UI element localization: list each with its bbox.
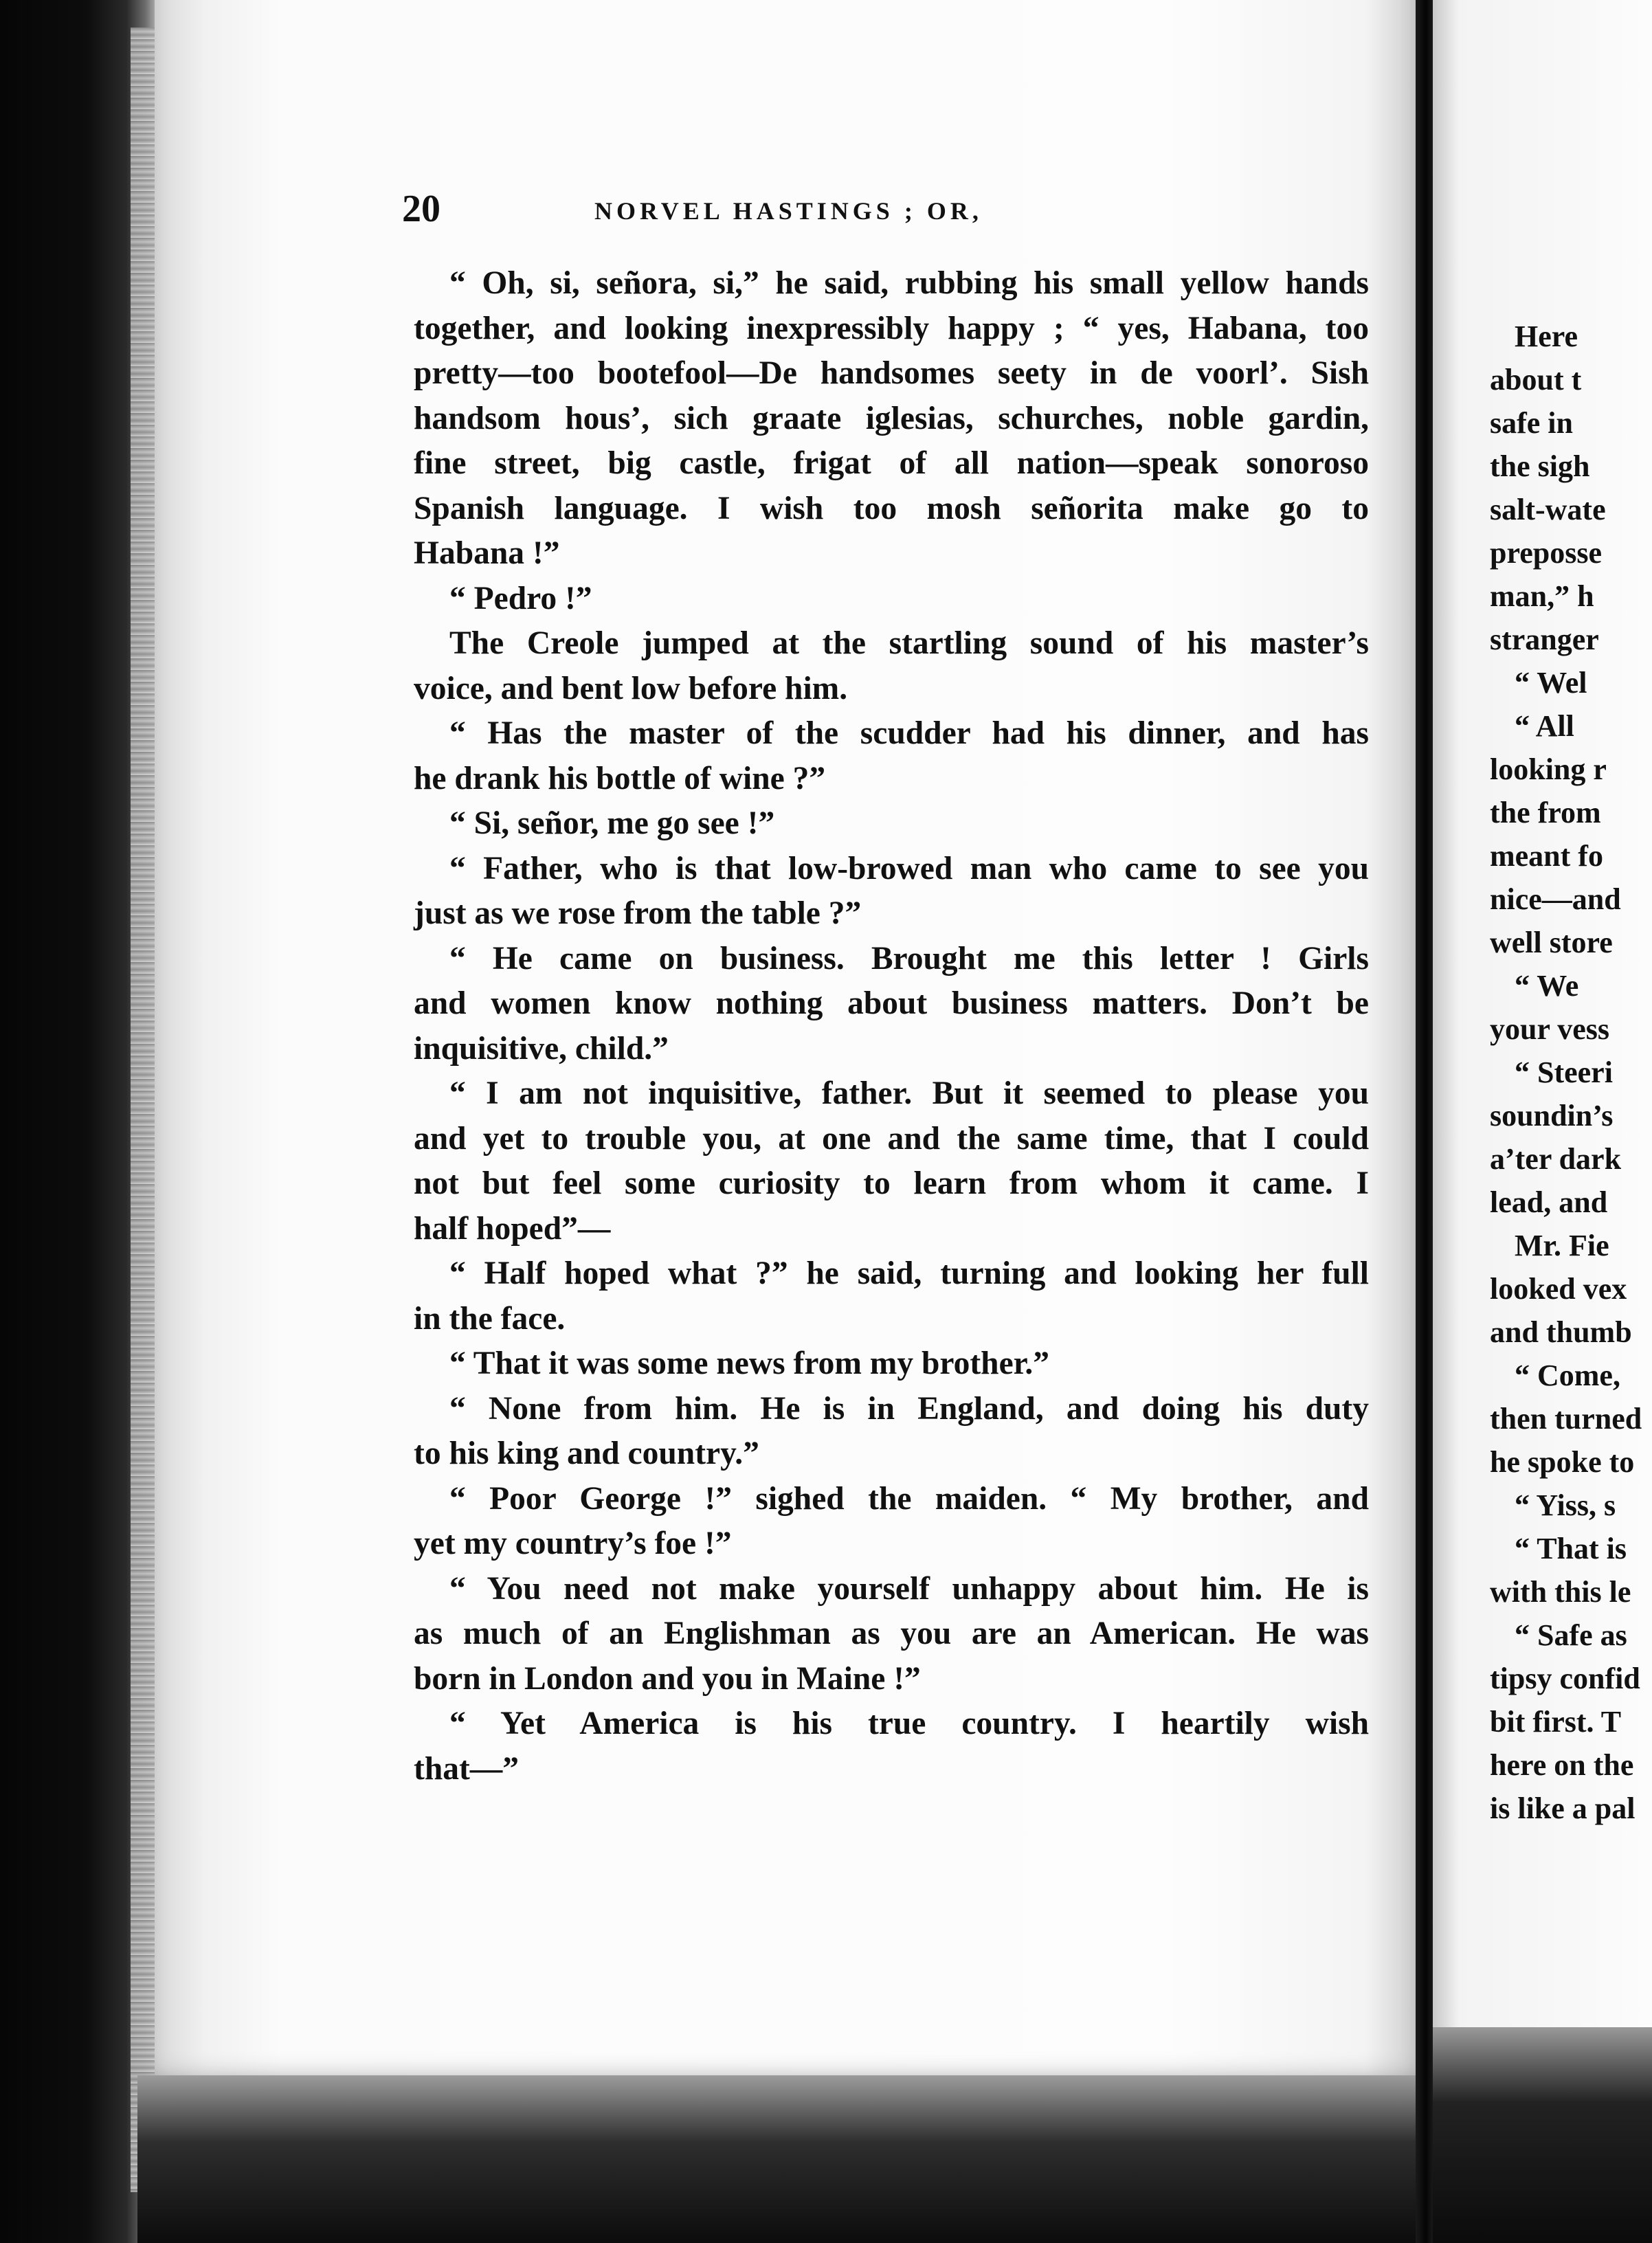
text-line: half hoped”—: [414, 1210, 611, 1247]
right-text-line: looking r: [1490, 752, 1607, 786]
text-line: he drank his bottle of wine ?”: [414, 760, 826, 796]
right-text-line: lead, and: [1490, 1185, 1608, 1219]
text-line: “ Father, who is that low-browed man who came to see you: [449, 850, 1369, 886]
right-text-line: “ That is: [1515, 1532, 1627, 1565]
text-line: “ He came on business. Brought me this letter ! Girls: [449, 940, 1369, 977]
page-header: [402, 187, 1357, 242]
text-line: and yet to trouble you, at one and the same time, that I could: [414, 1120, 1369, 1157]
right-text-line: the from: [1490, 796, 1601, 829]
right-text-line: salt-wate: [1490, 493, 1606, 526]
text-line: “ Half hoped what ?” he said, turning and looking her full: [449, 1256, 1369, 1291]
text-line: “ Has the master of the scudder had his dinner, and has: [449, 715, 1369, 751]
right-text-line: with this le: [1490, 1575, 1631, 1609]
text-line: Spanish language. I wish too mosh señorita make go to: [414, 490, 1369, 526]
right-text-line: “ We: [1515, 969, 1579, 1003]
right-text-line: your vess: [1490, 1012, 1609, 1046]
right-text-line: here on the: [1490, 1748, 1634, 1782]
right-text-line: preposse: [1490, 536, 1602, 570]
right-text-line: well store: [1490, 926, 1613, 959]
text-line: pretty—too bootefool—De handsomes seety in de voorl’. Sish: [414, 355, 1369, 391]
right-text-line: “ All: [1515, 709, 1574, 743]
text-line: born in London and you in Maine !”: [414, 1660, 921, 1697]
text-line: fine street, big castle, frigat of all nation—speak sonoroso: [414, 445, 1369, 481]
text-line: “ Yet America is his true country. I heartily wish: [449, 1706, 1369, 1741]
text-line: handsom hous’, sich graate iglesias, schurches, noble gardin,: [414, 400, 1369, 436]
text-line: as much of an Englishman as you are an American. He was: [414, 1616, 1369, 1651]
right-text-line: soundin’s: [1490, 1099, 1614, 1132]
text-line: “ Si, señor, me go see !”: [449, 805, 775, 841]
text-line: “ You need not make yourself unhappy about him. He is: [449, 1570, 1369, 1607]
right-text-line: man,” h: [1490, 579, 1594, 613]
text-line: “ Pedro !”: [449, 580, 592, 616]
text-line: “ Oh, si, señora, si,” he said, rubbing his small yellow hands: [449, 265, 1369, 301]
text-line: yet my country’s foe !”: [414, 1526, 732, 1561]
running-head: NORVEL HASTINGS ; OR,: [594, 197, 983, 225]
text-line: voice, and bent low before him.: [414, 670, 848, 706]
text-line: “ None from him. He is in England, and doing his duty: [449, 1390, 1369, 1427]
text-line: Habana !”: [414, 535, 560, 571]
right-text-line: then turned: [1490, 1402, 1642, 1436]
right-text-line: safe in: [1490, 406, 1573, 440]
left-page-body: [414, 261, 1369, 1792]
right-text-line: meant fo: [1490, 839, 1603, 873]
text-line: “ That it was some news from my brother.”: [449, 1346, 1050, 1381]
page-shadow: [137, 2075, 1416, 2243]
page-number: 20: [402, 188, 440, 230]
right-text-line: nice—and: [1490, 882, 1621, 916]
text-line: in the face.: [414, 1300, 566, 1337]
right-text-line: “ Yiss, s: [1515, 1488, 1616, 1522]
right-text-line: Mr. Fie: [1515, 1229, 1609, 1262]
right-text-line: a’ter dark: [1490, 1142, 1622, 1176]
right-text-line: Here: [1515, 320, 1578, 353]
right-text-line: “ Safe as: [1515, 1618, 1627, 1652]
right-text-line: and thumb: [1490, 1315, 1632, 1349]
right-text-line: “ Wel: [1515, 666, 1587, 700]
right-text-line: “ Come,: [1515, 1359, 1620, 1392]
right-text-line: about t: [1490, 363, 1582, 397]
text-line: “ Poor George !” sighed the maiden. “ My brother, and: [449, 1480, 1369, 1517]
text-line: inquisitive, child.”: [414, 1030, 669, 1067]
right-page-body: [1490, 315, 1652, 1830]
text-line: that—”: [414, 1750, 520, 1787]
text-line: “ I am not inquisitive, father. But it seemed to please you: [449, 1075, 1369, 1111]
text-line: together, and looking inexpressibly happy ; “ yes, Habana, too: [414, 310, 1369, 346]
text-line: to his king and country.”: [414, 1436, 759, 1471]
right-text-line: stranger: [1490, 623, 1599, 656]
text-line: and women know nothing about business matters. Don’t be: [414, 985, 1369, 1021]
right-text-line: looked vex: [1490, 1272, 1627, 1306]
text-line: not but feel some curiosity to learn from whom it came. I: [414, 1165, 1369, 1201]
text-line: just as we rose from the table ?”: [414, 895, 862, 931]
right-page-shadow: [1433, 2027, 1652, 2243]
right-text-line: tipsy confid: [1490, 1662, 1640, 1695]
right-text-line: he spoke to: [1490, 1445, 1635, 1479]
right-text-line: “ Steeri: [1515, 1056, 1613, 1089]
right-text-line: is like a pal: [1490, 1792, 1636, 1825]
right-text-line: the sigh: [1490, 449, 1590, 483]
text-line: The Creole jumped at the startling sound of his master’s: [449, 625, 1369, 661]
right-text-line: bit first. T: [1490, 1705, 1622, 1739]
